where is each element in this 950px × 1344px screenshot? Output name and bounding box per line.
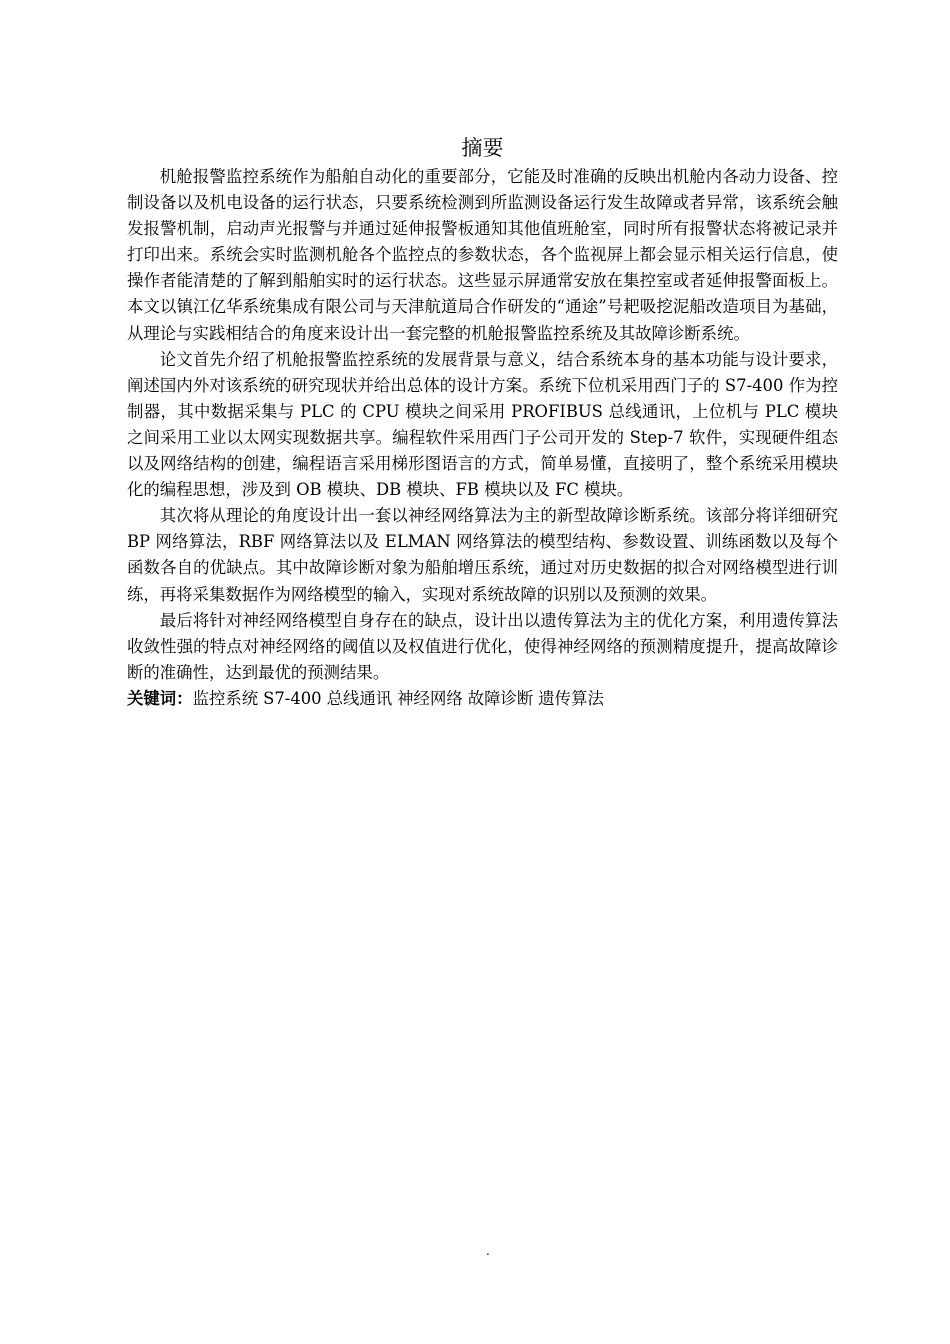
keyword-item: 神经网络 <box>397 688 463 708</box>
document-page <box>127 132 838 712</box>
keywords-label: 关键词： <box>127 688 193 708</box>
abstract-title: 摘要 <box>461 136 504 160</box>
abstract-paragraph-4: 最后将针对神经网络模型自身存在的缺点，设计出以遗传算法为主的优化方案，利用遗传算法收敛性强的特点对神经网络的阈值以及权值进行优化，使得神经网络的预测精度提升，提高故障诊断的准确性，达到最优的预测结果。 <box>127 610 838 682</box>
abstract-paragraph-3: 其次将从理论的角度设计出一套以神经网络算法为主的新型故障诊断系统。该部分将详细研究 BP 网络算法，RBF 网络算法以及 ELMAN 网络算法的模型结构、参数设置、训练函数以及每个函数各自的优缺点。其中故障诊断对象为船舶增压系统，通过对历史数据的拟合对网络模型进行训练，再将采集数据作为网络模型的输入，实现对系统故障的识别以及预测的效果。 <box>127 506 838 604</box>
abstract-paragraph-1: 机舱报警监控系统作为船舶自动化的重要部分，它能及时准确的反映出机舱内各动力设备、控制设备以及机电设备的运行状态，只要系统检测到所监测设备运行发生故障或者异常，该系统会触发报警机制，启动声光报警与并通过延伸报警板通知其他值班舱室，同时所有报警状态将被记录并打印出来。系统会实时监测机舱各个监控点的参数状态，各个监视屏上都会显示相关运行信息，使操作者能清楚的了解到船舶实时的运行状态。这些显示屏通常安放在集控室或者延伸报警面板上。本文以镇江亿华系统集成有限公司与天津航道局合作研发的“通途”号耙吸挖泥船改造项目为基础，从理论与实践相结合的角度来设计出一套完整的机舱报警监控系统及其故障诊断系统。 <box>127 167 838 343</box>
keyword-item: 故障诊断 <box>467 688 534 708</box>
keywords-line <box>127 686 838 712</box>
keyword-item: 总线通讯 <box>326 688 393 708</box>
keyword-item: S7-400 <box>263 688 322 708</box>
keyword-item: 监控系统 <box>192 688 259 708</box>
keyword-item: 遗传算法 <box>538 688 604 708</box>
abstract-paragraph-2: 论文首先介绍了机舱报警监控系统的发展背景与意义，结合系统本身的基本功能与设计要求，阐述国内外对该系统的研究现状并给出总体的设计方案。系统下位机采用西门子的 S7-400 作为控制器，其中数据采集与 PLC 的 CPU 模块之间采用 PROFIBUS 总线通讯，上位机与 PLC 模块之间采用工业以太网实现数据共享。编程软件采用西门子公司开发的 Step-7 软件，实现硬件组态以及网络结构的创建，编程语言采用梯形图语言的方式，简单易懂，直接明了，整个系统采用模块化的编程思想，涉及到 OB 模块、DB 模块、FB 模块以及 FC 模块。 <box>127 349 838 500</box>
page-footer-mark: . <box>486 1244 490 1258</box>
